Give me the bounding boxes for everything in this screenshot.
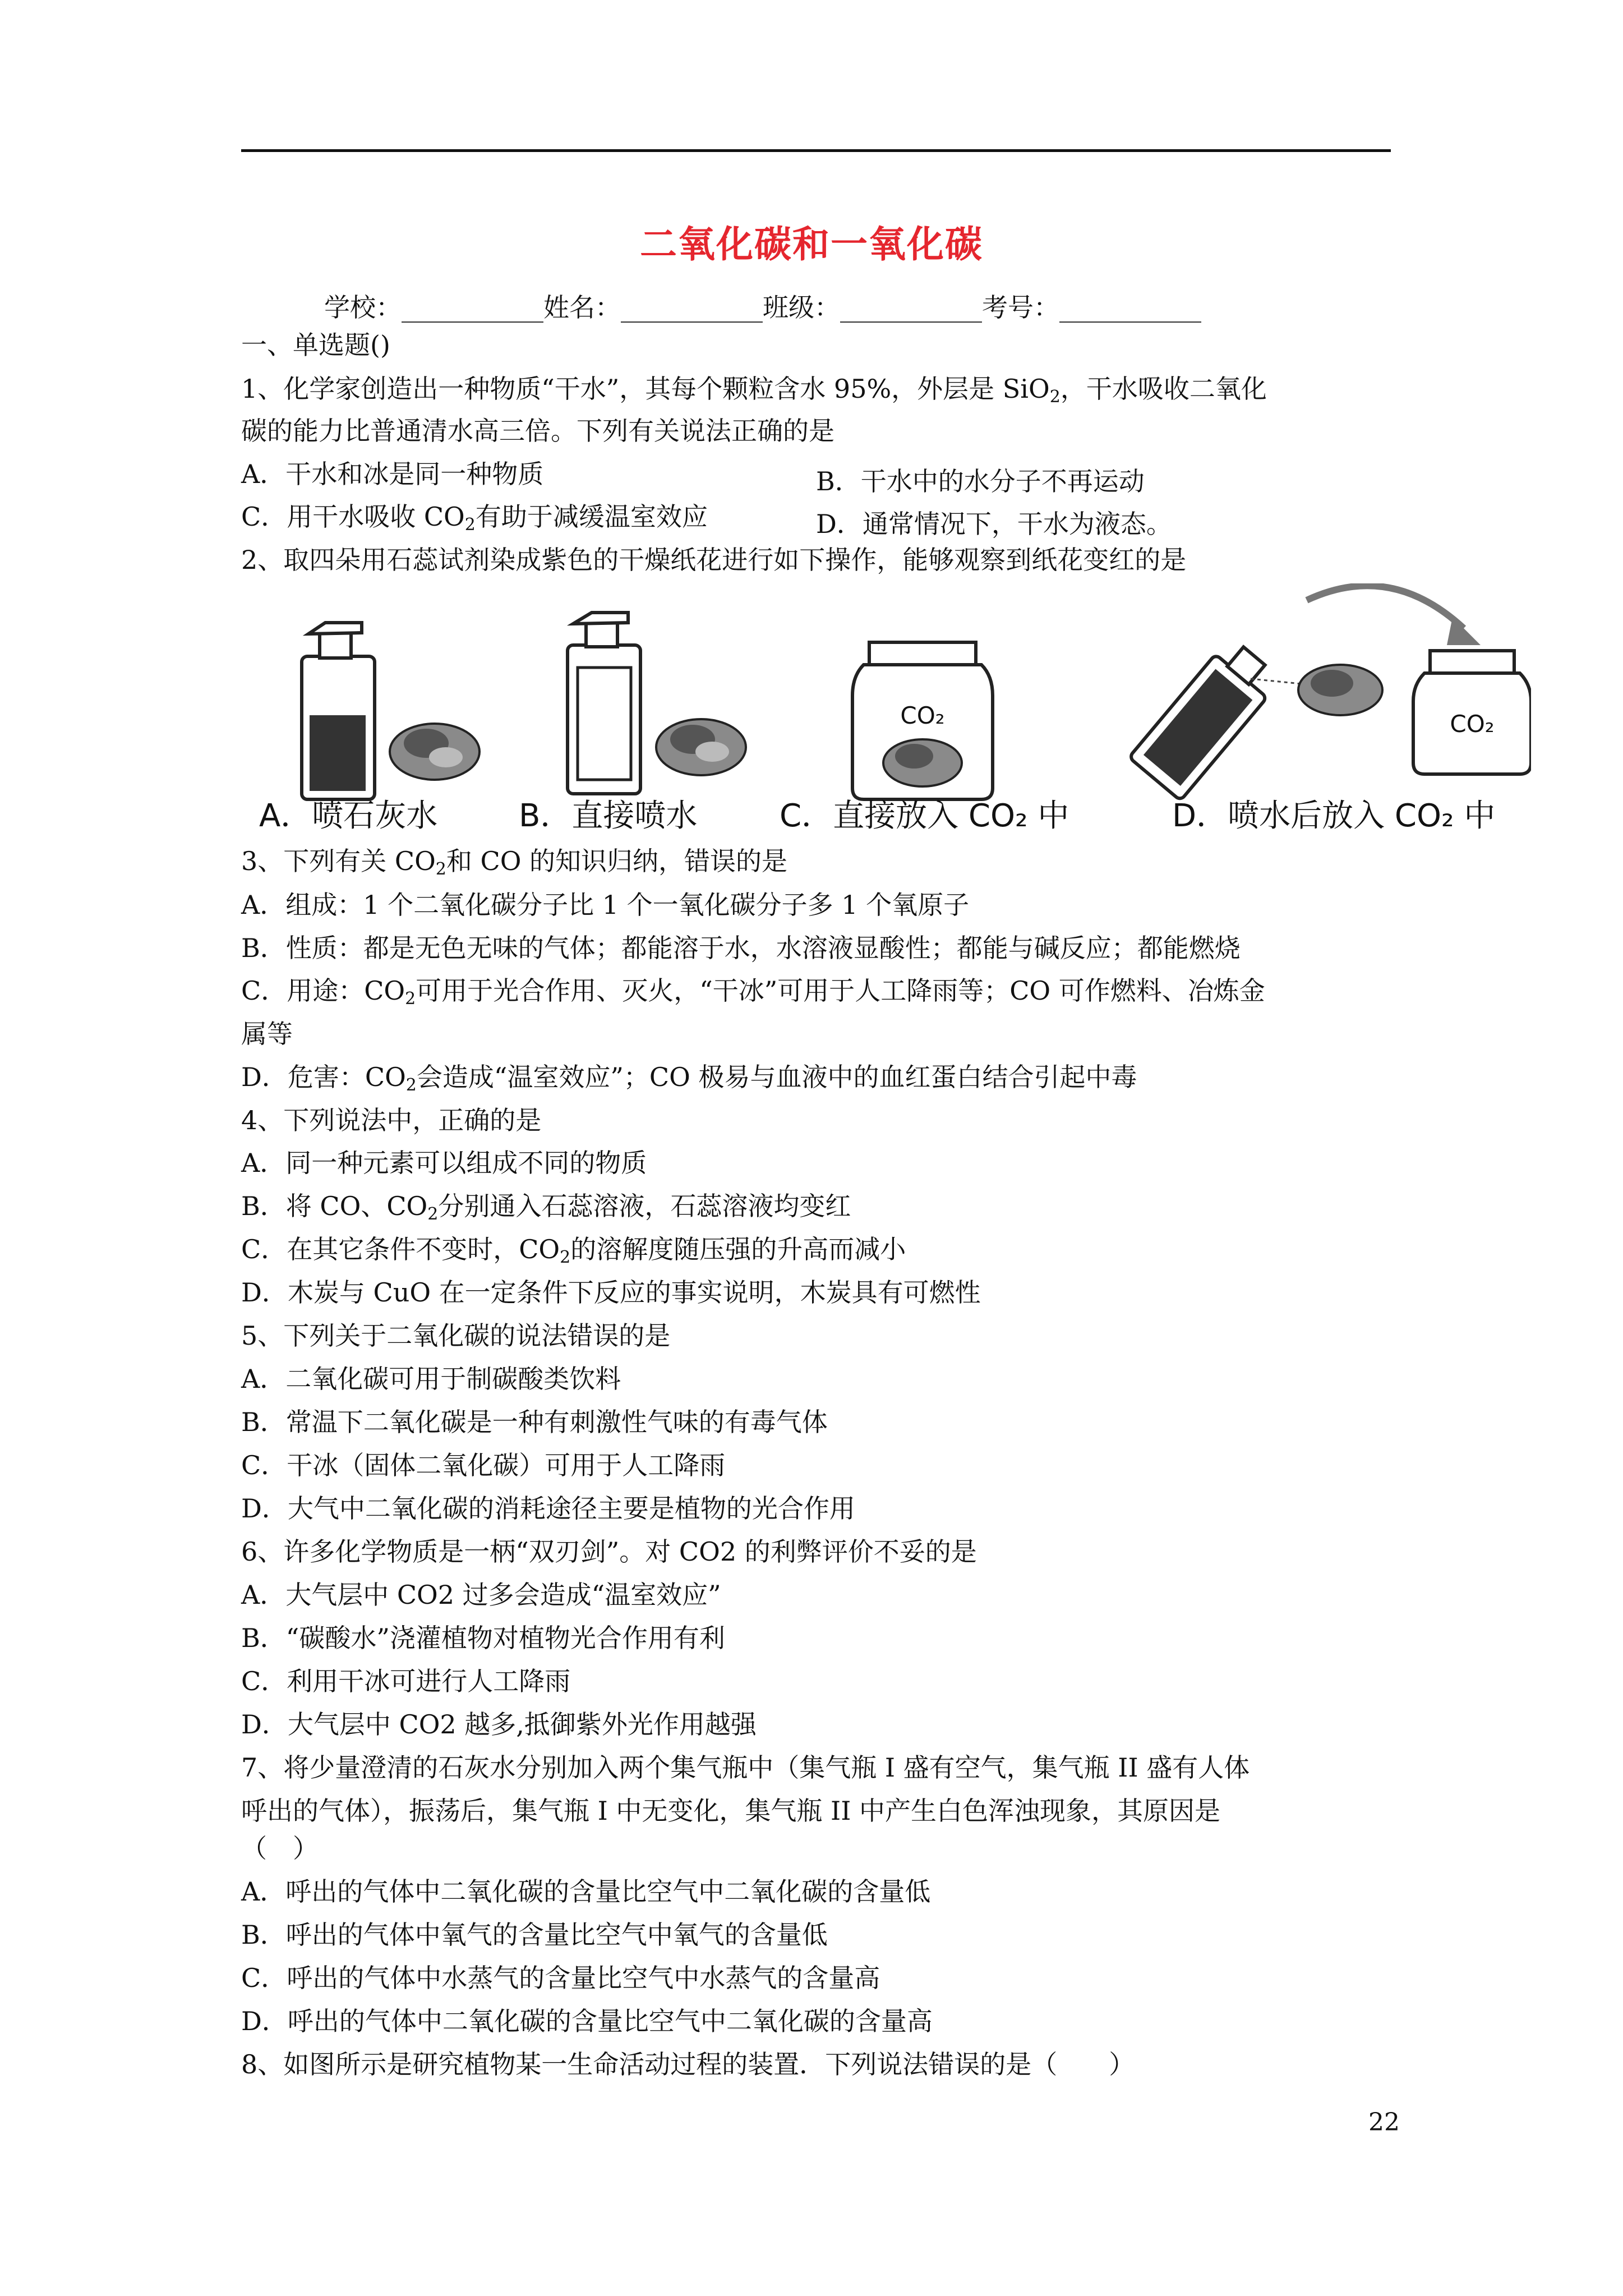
spray-bottle-icon [302, 623, 375, 799]
arrow-icon [1307, 586, 1464, 628]
arrow-head-icon [1447, 617, 1481, 645]
name-label: 姓名： [543, 292, 621, 323]
q4-stem: 4、下列说法中，正确的是 [241, 1105, 542, 1135]
q7-option-d: D．呼出的气体中二氧化碳的含量比空气中二氧化碳的含量高 [241, 2006, 933, 2036]
gas-jar-icon [1413, 651, 1531, 774]
jar-label: CO₂ [1450, 710, 1495, 738]
q4-option-b: B．将 CO、$CO_2$分别通入石蕊溶液，石蕊溶液均变红 [241, 1191, 851, 1224]
q2-caption-c: C．直接放入 CO₂ 中 [780, 798, 1069, 834]
section-heading: 一、单选题() [241, 330, 390, 360]
q6-option-d: D．大气层中 CO2 越多,抵御紫外光作用越强 [241, 1709, 757, 1740]
q1-stem-line1: 1、化学家创造出一种物质“干水”，其每个颗粒含水 95%，外层是 SiO$_2$，干水吸收二氧化 [241, 374, 1267, 407]
q4-option-a: A．同一种元素可以组成不同的物质 [241, 1148, 647, 1178]
q7-option-a: A．呼出的气体中二氧化碳的含量比空气中二氧化碳的含量低 [241, 1876, 931, 1907]
q2-caption-b: B．直接喷水 [519, 798, 698, 834]
class-blank[interactable]: ___________ [840, 292, 982, 323]
q7-stem-line3: （ ） [241, 1833, 319, 1864]
q3-option-c: C．用途：$CO_2$可用于光合作用、灭火，“干冰”可用于人工降雨等；CO 可作燃料、冶炼金 [241, 976, 1265, 1009]
q5-option-a: A．二氧化碳可用于制碳酸类饮料 [241, 1364, 621, 1394]
q2-caption-a: A．喷石灰水 [259, 798, 438, 834]
spray-mist [1251, 679, 1307, 684]
school-label: 学校： [324, 292, 402, 323]
q5-stem: 5、下列关于二氧化碳的说法错误的是 [241, 1320, 671, 1351]
q7-option-c: C．呼出的气体中水蒸气的含量比空气中水蒸气的含量高 [241, 1963, 880, 1993]
exam-no-label: 考号： [982, 292, 1059, 323]
student-info-line [324, 287, 1201, 324]
page-number: 22 [1368, 2108, 1400, 2137]
q1-stem-line2: 碳的能力比普通清水高三倍。下列有关说法正确的是 [241, 416, 834, 446]
q6-option-c: C．利用干冰可进行人工降雨 [241, 1666, 571, 1696]
header-rule [241, 149, 1391, 152]
q8-stem: 8、如图所示是研究植物某一生命活动过程的装置．下列说法错误的是（ ） [241, 2049, 1135, 2079]
q2-caption-d: D．喷水后放入 CO₂ 中 [1172, 798, 1496, 834]
q5-option-c: C．干冰（固体二氧化碳）可用于人工降雨 [241, 1450, 726, 1480]
q3-option-c-cont: 属等 [241, 1019, 293, 1049]
q6-stem: 6、许多化学物质是一柄“双刃剑”。对 CO2 的利弊评价不妥的是 [241, 1536, 977, 1567]
flower-icon [1298, 665, 1382, 715]
q6-option-a: A．大气层中 CO2 过多会造成“温室效应” [241, 1580, 721, 1610]
q5-option-d: D．大气中二氧化碳的消耗途径主要是植物的光合作用 [241, 1493, 855, 1524]
spray-bottle-icon [1129, 636, 1282, 800]
flower-icon [656, 719, 746, 775]
q3-option-d: D．危害：$CO_2$会造成“温室效应”；CO 极易与血液中的血红蛋白结合引起中毒 [241, 1062, 1137, 1095]
class-label: 班级： [763, 292, 840, 323]
q3-stem: 3、下列有关 $CO_2$和 CO 的知识归纳，错误的是 [241, 846, 788, 879]
q3-option-b: B．性质：都是无色无味的气体；都能溶于水，水溶液显酸性；都能与碱反应；都能燃烧 [241, 933, 1241, 963]
q4-option-d: D．木炭与 CuO 在一定条件下反应的事实说明，木炭具有可燃性 [241, 1277, 981, 1308]
name-blank[interactable]: ___________ [621, 292, 763, 323]
q7-stem-line2: 呼出的气体），振荡后，集气瓶 I 中无变化，集气瓶 II 中产生白色浑浊现象，其原因是 [241, 1796, 1221, 1826]
q1-option-c: C．用干水吸收 $CO_2$有助于减缓温室效应 [241, 501, 708, 535]
flower-icon [390, 724, 479, 780]
gas-jar-icon [852, 642, 993, 799]
q3-option-a: A．组成：1 个二氧化碳分子比 1 个一氧化碳分子多 1 个氧原子 [241, 890, 970, 920]
q2-stem: 2、取四朵用石蕊试剂染成紫色的干燥纸花进行如下操作，能够观察到纸花变红的是 [241, 545, 1187, 575]
exam-no-blank[interactable]: ___________ [1059, 292, 1201, 323]
q7-option-b: B．呼出的气体中氧气的含量比空气中氧气的含量低 [241, 1920, 828, 1950]
school-blank[interactable]: ___________ [402, 292, 543, 323]
page-title: 二氧化碳和一氧化碳 [640, 222, 983, 266]
q5-option-b: B．常温下二氧化碳是一种有刺激性气味的有毒气体 [241, 1407, 828, 1437]
q1-option-a: A．干水和冰是同一种物质 [241, 459, 544, 489]
jar-label: CO₂ [900, 702, 945, 729]
q1-option-d: D．通常情况下，干水为液态。 [816, 509, 1172, 539]
q6-option-b: B．“碳酸水”浇灌植物对植物光合作用有利 [241, 1623, 725, 1653]
spray-bottle-icon [568, 613, 640, 794]
q7-stem-line1: 7、将少量澄清的石灰水分别加入两个集气瓶中（集气瓶 I 盛有空气，集气瓶 II 盛有人体 [241, 1752, 1250, 1783]
q4-option-c: C．在其它条件不变时，$CO_2$的溶解度随压强的升高而减小 [241, 1234, 906, 1267]
q1-option-b: B．干水中的水分子不再运动 [816, 466, 1145, 496]
